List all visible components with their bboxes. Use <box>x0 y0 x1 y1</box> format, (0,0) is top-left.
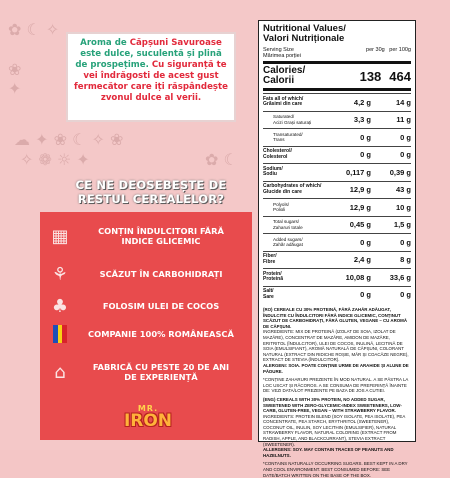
nutrient-label <box>263 167 325 178</box>
doodle-decoration-icon: ✿ ☾ ✧ <box>8 20 60 39</box>
nutrient-label <box>263 289 325 300</box>
description-text: Aroma de <box>80 38 130 48</box>
doodle-decoration-icon: ☁ ✦ ❀ ☾ ✧ ❀ <box>14 130 124 149</box>
palm-tree-icon: ♣ <box>51 295 69 317</box>
nutrient-value-per100: 10 g <box>395 202 411 212</box>
nutrient-label-ro: Polioli <box>273 207 286 213</box>
nutrient-label-en: Fats all of which/ <box>263 95 304 102</box>
description-tagline: Cu siguranță te vei îndrăgosti de acest gust fermecător care iți răspândește zvonul dulce al verii. <box>74 60 228 103</box>
nutrient-label-en: Transaturated/ <box>273 131 303 137</box>
logo-text-bottom: IRON <box>123 411 173 431</box>
nutrient-label-en: Polyols/ <box>273 201 290 207</box>
nutrient-value-per100: 43 g <box>395 185 411 195</box>
feature-text: COMPANIE 100% ROMÂNEASCĂ <box>88 328 234 339</box>
nutrient-row <box>263 163 411 181</box>
divider <box>263 88 411 91</box>
feature-item <box>48 294 236 318</box>
nutrient-label-en: Salt/ <box>263 288 274 295</box>
nutrient-value-per100: 1,5 g <box>393 220 411 230</box>
nutrient-row <box>263 198 411 216</box>
nutrient-row <box>263 268 411 286</box>
nutrient-label <box>263 202 325 213</box>
nutrient-label-en: Cholesterol/ <box>263 148 292 155</box>
doodle-decoration-icon: ✧ ❁ ☼ ✦ <box>20 150 90 169</box>
nutrition-title-ro: Valori Nutriționale <box>263 33 345 44</box>
nutrient-label <box>263 114 325 125</box>
nutrient-label <box>263 254 325 265</box>
serving-size-row <box>263 47 411 59</box>
nutrient-value-per30: 12,9 g <box>349 202 371 212</box>
ingredients-text <box>263 307 411 478</box>
storage-en: *CONTAINS NATURALLY OCCURRING SUGARS. BEST KEPT IN A DRY AND COOL ENVIRONMENT. BEST CONSUMED BEFORE: SEE DATE/BATCH WRITTEN ON THE BASE OF THE BOX. <box>263 461 408 478</box>
calories-label-ro: Calorii <box>263 75 295 86</box>
doodle-decoration-icon: ✿ ☾ <box>205 150 238 169</box>
nutrient-value-per30: 12,9 g <box>349 185 371 195</box>
per100-header: per 100g <box>389 47 411 53</box>
nutrient-value-per30: 0 g <box>360 150 371 160</box>
feature-item <box>48 262 236 286</box>
nutrient-label <box>263 237 325 248</box>
allergens-en: ALLERGENS: SOY. MAY CONTAIN TRACES OF PEANUTS AND HAZELNUTS. <box>263 447 394 458</box>
nutrient-row <box>263 233 411 251</box>
nutrient-label-ro: Fibre <box>263 258 276 265</box>
nutrient-value-per30: 2,4 g <box>353 255 371 265</box>
nutrient-value-per100: 14 g <box>395 97 411 107</box>
nutrient-label <box>263 97 325 108</box>
feature-text: FOLOSIM ULEI DE COCOS <box>102 300 220 311</box>
section-headline: CE NE DEOSEBEȘTE DE RESTUL CEREALELOR? <box>75 178 227 206</box>
nutrient-row <box>263 251 411 269</box>
nutrient-label-ro: Zahăr adăugat <box>273 242 303 248</box>
ingredients-en: INGREDIENTS: PROTEIN BLEND (SOY ISOLATE, PEA ISOLATE), PEA CONCENTRATE, PEA STARCH, ERYTHRITOL (SWEETENER), COCONUT OIL, INULIN, SOY LECITHIN (EMULSIFIER), NATURAL STRAWBERRY FLAVOR, NATURAL COLORING (EXTRACT FROM RADISH, APPLE, AND BLACKCURRANT), STEVIA EXTRACT (SWEETENER). <box>263 413 405 447</box>
feature-item <box>48 360 236 384</box>
ingredients-ro-title: (RO) CEREALE CU 30% PROTEINĂ, FĂRĂ ZAHĂR ADĂUGAT, ÎNDULCITE CU ÎNDULCITORI FĂRĂ INDICE GLICEMIC, CONȚINUT SCĂZUT DE CARBOHIDRAȚI, FĂRĂ GLUTEN, VEGANE – CU AROMĂ DE CĂPȘUNI. <box>263 307 407 329</box>
nutrient-value-per100: 11 g <box>396 115 411 125</box>
calories-label: Calories/ <box>263 65 306 76</box>
ingredients-en-title: (ENG) CEREALS WITH 30% PROTEIN, NO ADDED SUGAR, SWEETENED WITH ZERO-GLYCEMIC-INDEX SWEETENERS, LOW-CARB, GLUTEN-FREE, VEGAN – WITH STRAWBERRY FLAVOR. <box>263 396 402 414</box>
nutrient-value-per30: 0 g <box>360 237 371 247</box>
nutrient-value-per100: 0 g <box>400 237 411 247</box>
divider <box>263 61 411 64</box>
nutrient-row <box>263 181 411 199</box>
nutrient-label-ro: Trans <box>273 137 285 143</box>
calories-per30: 138 <box>359 68 382 84</box>
nutrient-label-en: Total sugars/ <box>273 219 300 225</box>
nutrient-label-en: Carbohydrates of which/ <box>263 183 322 190</box>
nutrient-label-ro: Grăsimi din care <box>263 101 303 108</box>
nutrient-value-per100: 8 g <box>400 255 411 265</box>
nutrient-label-en: Protein/ <box>263 270 282 277</box>
nutrient-value-per30: 3,3 g <box>353 115 371 125</box>
nutrient-table <box>263 93 411 303</box>
nutrient-label <box>263 219 325 230</box>
nutrient-row <box>263 286 411 304</box>
per30-header: per 30g <box>366 47 385 53</box>
nutrient-value-per100: 0 g <box>400 132 411 142</box>
nutrient-row <box>263 128 411 146</box>
factory-icon: ⌂ <box>54 361 66 383</box>
description-text: este dulce, suculentă și plină de prospețime. <box>75 49 222 70</box>
calories-row <box>263 66 411 86</box>
sugar-cubes-icon: ▦ <box>51 225 69 247</box>
doodle-decoration-icon: ❀ ✦ <box>8 60 22 98</box>
serving-label: Serving Size <box>263 47 294 53</box>
nutrient-label <box>263 184 325 195</box>
nutrient-value-per100: 33,6 g <box>389 272 411 282</box>
feature-text: SCĂZUT ÎN CARBOHIDRAȚI <box>99 268 223 279</box>
flavor-description-box <box>66 32 236 122</box>
serving-label-ro: Mărimea porției <box>263 53 301 59</box>
nutrient-label-en: Sodium/ <box>263 165 283 172</box>
calories-per100: 464 <box>389 68 411 84</box>
nutrient-label-ro: Sodiu <box>263 171 277 178</box>
nutrient-row <box>263 216 411 234</box>
nutrient-label-en: Added sugars/ <box>273 236 303 242</box>
nutrient-label-ro: Acizi Grași saturați <box>273 119 312 125</box>
nutrient-label <box>263 149 325 160</box>
nutrient-label-ro: Sare <box>263 293 274 300</box>
nutrient-label-en: Fiber/ <box>263 253 277 260</box>
nutrient-label <box>263 132 325 143</box>
nutrient-label-en: Saturated/ <box>273 114 295 120</box>
nutrient-value-per30: 0,117 g <box>345 167 371 177</box>
nutrient-row <box>263 146 411 164</box>
feature-item <box>48 322 236 346</box>
nutrient-row <box>263 93 411 111</box>
nutrient-label <box>263 272 325 283</box>
nutrition-facts-panel <box>258 20 416 478</box>
carb-wheat-icon: ⚘ <box>51 263 69 285</box>
nutrient-row <box>263 111 411 129</box>
nutrient-label-ro: Zaharuri totale <box>273 224 303 230</box>
nutrient-label-ro: Proteină <box>263 276 284 283</box>
nutrient-value-per30: 10,08 g <box>345 272 371 282</box>
nutrition-title-en: Nutritional Values/ <box>263 23 346 34</box>
mr-iron-logo <box>108 404 188 430</box>
nutrient-value-per100: 0,39 g <box>389 167 411 177</box>
ingredients-ro: INGREDIENTE: MIX DE PROTEINĂ (IZOLAT DE SOIA, IZOLAT DE MAZĂRE), CONCENTRAT DE MAZĂRE, AMIDON DE MAZĂRE, ERITRITOL (ÎNDULCITOR), ULEI DE COCOS, INULINĂ, LECITINĂ DE SOIA (EMULSIFIANT), AROMĂ NATURALĂ DE CĂPȘUNI, COLORANT NATURAL (EXTRACT DIN RIDICHE ROȘIE, MĂR ȘI COACĂZE NEGRE), EXTRACT DE STEVIA (ÎNDULCITOR). <box>263 329 409 363</box>
nutrient-label-ro: Glucide din care <box>263 188 302 195</box>
nutrient-value-per30: 0,45 g <box>349 220 371 230</box>
feature-text: FABRICĂ CU PESTE 20 DE ANI DE EXPERIENȚĂ <box>92 361 230 382</box>
allergens-ro: ALERGENI: SOIA. POATE CONȚINE URME DE ARAHIDE ȘI ALUNE DE PĂDURE. <box>263 362 409 374</box>
feature-text: CONȚIN ÎNDULCITORI FĂRĂ INDICE GLICEMIC <box>98 225 224 246</box>
logo-text-top: MR. <box>137 404 159 413</box>
storage-ro: *CONȚINE ZAHARURI PREZENTE ÎN MOD NATURAL. A SE PĂSTRA LA LOC USCAT ȘI RĂCOROS. A SE CONSUMA DE PREFERINȚĂ ÎNAINTE DE: VEZI DATA/LOT PREZENTE PE BAZA DE JOS A CUTIEI. <box>263 377 409 394</box>
nutrient-value-per30: 0 g <box>360 132 371 142</box>
flavor-description <box>74 38 228 104</box>
nutrient-value-per30: 4,2 g <box>353 97 371 107</box>
flavor-name: Căpșuni Savuroase <box>129 38 222 48</box>
nutrient-value-per100: 0 g <box>400 290 411 300</box>
romania-flag-icon <box>48 322 72 346</box>
nutrient-label-ro: Colesterol <box>263 153 288 160</box>
feature-item <box>48 224 236 248</box>
nutrient-value-per100: 0 g <box>400 150 411 160</box>
nutrient-value-per30: 0 g <box>360 290 371 300</box>
nutrition-title <box>263 24 411 44</box>
